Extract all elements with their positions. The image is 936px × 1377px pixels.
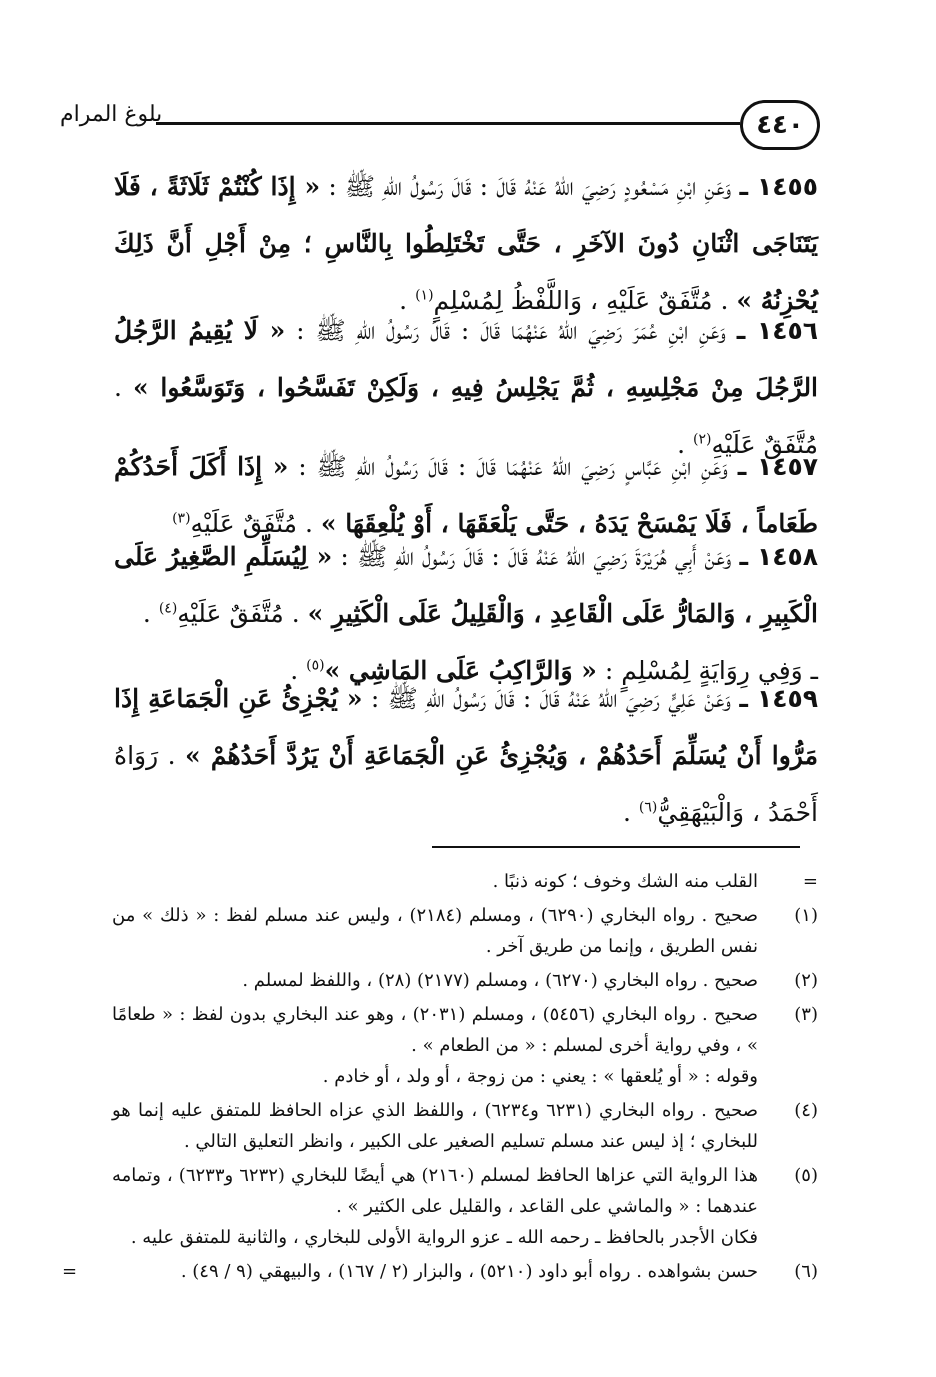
hadith-intro: وَعَنِ ابْنِ عُمَرَ رَضِيَ اللهُ عَنْهُمَا قَالَ : قَالَ رَسُولُ اللهِ ﷺ :	[296, 316, 726, 345]
footnote-text: صحيح . رواه البخاري (٦٢٧٠) ، ومسلم (٢١٧٧) (٢٨) ، واللفظ لمسلم .	[242, 970, 758, 991]
hadith-quote: « لِيُسَلِّمِ الصَّغِيرُ عَلَى الْكَبِيرِ ، وَالمَارُّ عَلَى الْقَاعِدِ ، وَالْقَلِيلُ عَلَى الْكَثِيرِ »	[114, 542, 818, 628]
footnote-ref[interactable]: (٣)	[172, 510, 191, 527]
footnote-ref[interactable]: (٢)	[693, 431, 712, 448]
hadith-source: . مُتَّفَقٌ عَلَيْهِ	[190, 509, 313, 538]
footnote-number: (٦)	[794, 1261, 818, 1282]
page-header	[60, 98, 820, 158]
hadith-intro: وَعَنْ أَبِي هُرَيْرَةَ رَضِيَ اللهُ عَنْهُ قَالَ : قَالَ رَسُولُ اللهِ ﷺ :	[340, 542, 732, 571]
hadith-intro: وَعَنْ عَلِيٍّ رَضِيَ اللهُ عَنْهُ قَالَ : قَالَ رَسُولُ اللهِ ﷺ :	[370, 684, 731, 713]
hadith-number: ١٤٥٥ ـ	[739, 172, 819, 201]
footnote-number: (٥)	[794, 1165, 818, 1186]
hadith-intro: وَعَنِ ابْنِ مَسْعُودٍ رَضِيَ اللهُ عَنْهُ قَالَ : قَالَ رَسُولُ اللهِ ﷺ :	[328, 172, 732, 201]
footnotes	[62, 866, 818, 1290]
variant-quote: « وَالرَّاكِبُ عَلَى المَاشِي »	[324, 656, 597, 685]
footnote-number: (٣)	[794, 1004, 818, 1025]
footnote-ref[interactable]: (١)	[415, 287, 434, 304]
footnote-separator	[432, 846, 800, 848]
hadith-end: .	[622, 798, 631, 827]
footnote-number: (١)	[794, 905, 818, 926]
hadith-end: .	[399, 286, 408, 315]
hadith-source: . مُتَّفَقٌ عَلَيْهِ	[114, 373, 818, 459]
footnote-5	[112, 1160, 818, 1253]
footnote-text: هذا الرواية التي عزاها الحافظ لمسلم (٢١٦٠) هي أيضًا للبخاري (٦٢٣٢ و٦٢٣٣) ، وتمامه عندهما : « والماشي على القاعد ، والقليل على الكثير » .	[112, 1165, 758, 1217]
footnote-ref[interactable]: (٤)	[158, 600, 178, 617]
footnote-text: حسن بشواهده . رواه أبو داود (٥٢١٠) ، والبزار (٢ / ١٦٧) ، والبيهقي (٩ / ٤٩) .	[180, 1261, 758, 1282]
hadith-quote: « إِذَا أَكَلَ أَحَدُكُمْ طَعَاماً ، فَلَا يَمْسَحْ يَدَهُ ، حَتَّى يَلْعَقَهَا ، أَوْ يُلْعِقَهَا »	[114, 452, 818, 538]
continuation-mark: =	[802, 871, 818, 892]
footnote-continuation	[112, 866, 818, 897]
footnote-extra: وقوله : « أو يُلعقها » : يعني : من زوجة ، أو ولد ، أو خادم .	[322, 1066, 758, 1087]
hadith-end: .	[142, 599, 151, 628]
hadith-source: . مُتَّفَقٌ عَلَيْهِ ، وَاللَّفْظُ لِمُسْلِمٍ	[433, 286, 729, 315]
hadith-number: ١٤٥٩ ـ	[739, 684, 819, 713]
hadith-1459	[114, 670, 818, 841]
footnote-6	[62, 1256, 818, 1287]
hadith-number: ١٤٥٨ ـ	[739, 542, 819, 571]
hadith-source: . مُتَّفَقٌ عَلَيْهِ	[177, 599, 300, 628]
hadith-intro: وَعَنِ ابْنِ عَبَّاسٍ رَضِيَ اللهُ عَنْهُمَا قَالَ : قَالَ رَسُولُ اللهِ ﷺ :	[298, 452, 728, 481]
book-title: بلوغ المرام	[60, 102, 163, 127]
hadith-quote: « يُجْزِئُ عَنِ الْجَمَاعَةِ إِذَا مَرُّوا أَنْ يُسَلِّمَ أَحَدُهُمْ ، وَيُجْزِئُ عَنِ الْجَمَاعَةِ أَنْ يَرُدَّ أَحَدُهُمْ »	[114, 684, 818, 770]
page-number: ٤٤٠	[740, 100, 820, 150]
hadith-quote: « إِذَا كُنْتُمْ ثَلَاثَةً ، فَلَا يَتَنَاجَى اثْنَانِ دُونَ الآخَرِ ، حَتَّى تَخْتَلِطُوا بِالنَّاسِ ؛ مِنْ أَجْلِ أَنَّ ذَلِكَ يُحْزِنُهُ »	[114, 172, 818, 315]
footnote-2	[112, 965, 818, 996]
footnote-extra: فكان الأجدر بالحافظ ـ رحمه الله ـ عزو الرواية الأولى للبخاري ، والثانية للمتفق عليه .	[130, 1227, 758, 1248]
footnote-text: صحيح . رواه البخاري (٥٤٥٦) ، ومسلم (٢٠٣١) ، وهو عند البخاري بدون لفظ : « طعامًا » ، وفي رواية أخرى لمسلم : « من الطعام » .	[112, 1004, 758, 1056]
footnote-ref[interactable]: (٥)	[306, 657, 325, 674]
hadith-source: . رَوَاهُ أَحْمَدُ ، وَالْبَيْهَقِيُّ	[114, 741, 818, 827]
footnote-3	[112, 999, 818, 1092]
variant-intro: ـ وَفِي رِوَايَةٍ لِمُسْلِمٍ :	[604, 656, 818, 685]
hadith-quote: « لَا يُقِيمُ الرَّجُلُ الرَّجُلَ مِنْ مَجْلِسِهِ ، ثُمَّ يَجْلِسُ فِيهِ ، وَلَكِنْ تَفَسَّحُوا ، وَتَوَسَّعُوا »	[114, 316, 819, 402]
footnote-ref[interactable]: (٦)	[638, 799, 658, 816]
header-rule	[156, 122, 740, 125]
hadith-number: ١٤٥٦ ـ	[736, 316, 818, 345]
footnote-1	[112, 900, 818, 962]
hadith-end: .	[677, 430, 686, 459]
footnote-text: صحيح . رواه البخاري (٦٢٣١ و٦٢٣٤) ، واللفظ الذي عزاه الحافظ للمتفق عليه إنما هو للبخاري ؛ إذ ليس عند مسلم تسليم الصغير على الكبير ، وانظر التعليق التالي .	[112, 1100, 758, 1152]
hadith-number: ١٤٥٧ ـ	[737, 452, 818, 481]
footnote-text: صحيح . رواه البخاري (٦٢٩٠) ، ومسلم (٢١٨٤) ، وليس عند مسلم لفظ : « ذلك » من نفس الطريق ، وإنما من طريق آخر .	[112, 905, 758, 957]
continuation-mark: =	[62, 1261, 78, 1282]
footnote-number: (٤)	[794, 1100, 818, 1121]
continuation-text: القلب منه الشك وخوف ؛ كونه ذنبًا .	[492, 871, 758, 892]
footnote-number: (٢)	[794, 970, 818, 991]
footnote-4	[112, 1095, 818, 1157]
variant-end: .	[290, 656, 299, 685]
